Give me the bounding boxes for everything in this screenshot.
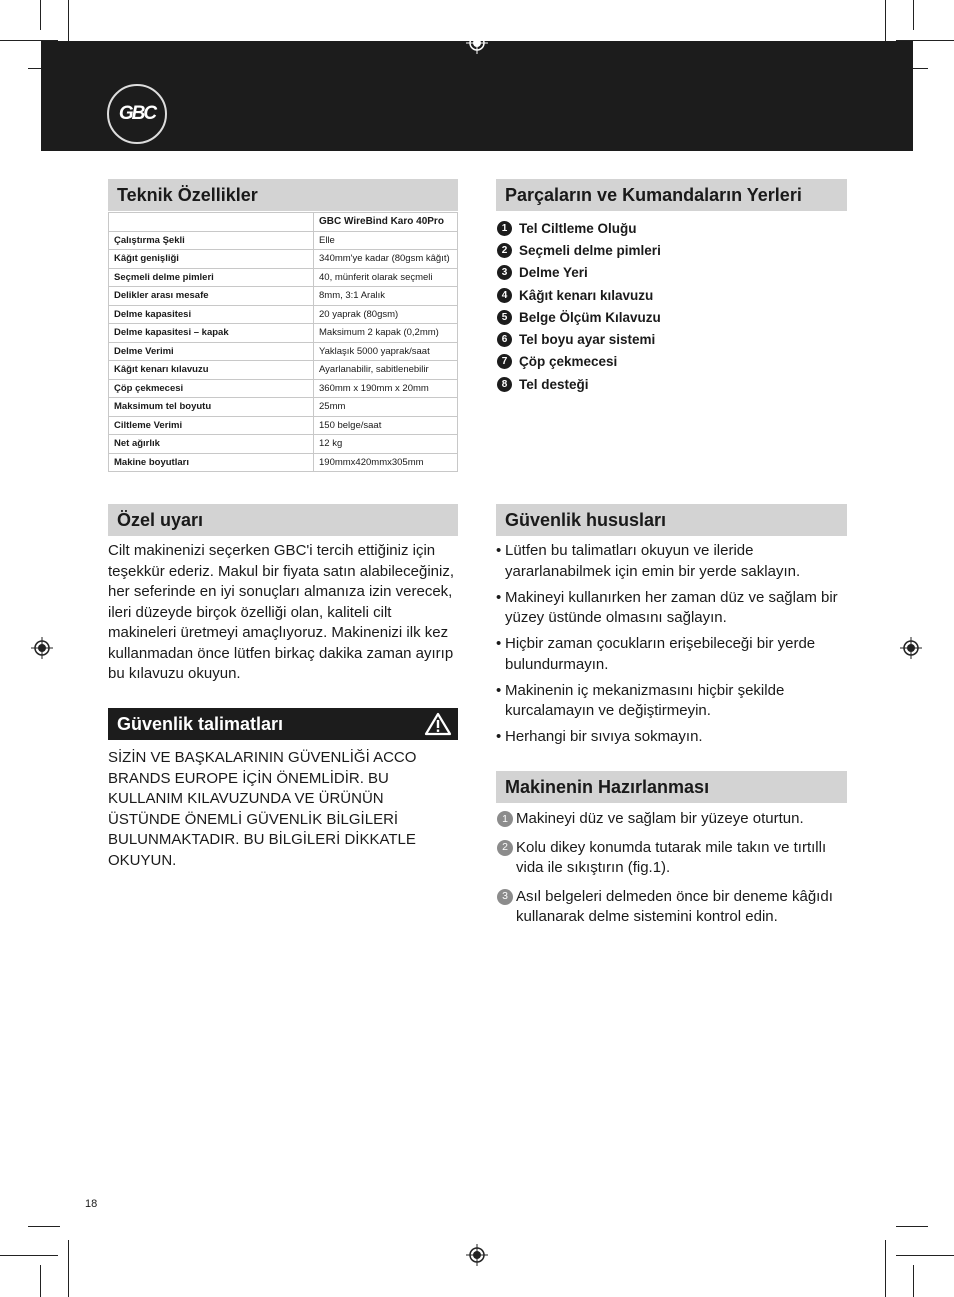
crop-mark bbox=[896, 1255, 954, 1256]
list-item bbox=[497, 809, 849, 830]
special-warning-title: Özel uyarı bbox=[108, 504, 458, 536]
list-item: • Makinenin iç mekanizmasını hiçbir şekilde kurcalamayın ve değiştirmeyin. bbox=[496, 681, 846, 722]
step-text: Makineyi düz ve sağlam bir yüzeye oturtun. bbox=[516, 810, 804, 827]
part-number-badge: 3 bbox=[497, 265, 512, 280]
table-row bbox=[109, 453, 458, 472]
part-label: Kâğıt kenarı kılavuzu bbox=[519, 287, 654, 303]
table-row bbox=[109, 398, 458, 417]
registration-mark-icon bbox=[466, 1244, 488, 1266]
special-warning-text: Cilt makinenizi seçerken GBC'i tercih ettiğiniz için teşekkür ederiz. Makul bir fiyata satın alabileceğiniz, her seferinde en iyi sonuçları almanıza izin verecek, ileri düzeyde birçok özelliği olan, kaliteli cilt makineleri üretmeyi amaçlıyoruz. Makinenizi ilk kez kullanmadan önce lütfen birkaç dakika zaman ayırıp bu kılavuzu okuyun. bbox=[108, 542, 454, 682]
part-number-badge: 8 bbox=[497, 377, 512, 392]
spec-label: Ciltleme Verimi bbox=[109, 416, 314, 435]
spec-value: Ayarlanabilir, sabitlenebilir bbox=[314, 361, 458, 380]
table-row bbox=[109, 435, 458, 454]
list-item: • Lütfen bu talimatları okuyun ve ileride yararlanabilmek için emin bir yerde saklayın. bbox=[496, 541, 846, 582]
part-number-badge: 7 bbox=[497, 354, 512, 369]
list-item: • Herhangi bir sıvıya sokmayın. bbox=[496, 727, 846, 748]
part-label: Belge Ölçüm Kılavuzu bbox=[519, 309, 661, 325]
spec-label: Makine boyutları bbox=[109, 453, 314, 472]
spec-label: Kâğıt kenarı kılavuzu bbox=[109, 361, 314, 380]
table-column-header: GBC WireBind Karo 40Pro bbox=[314, 213, 458, 232]
list-item bbox=[497, 306, 661, 328]
step-text: Kolu dikey konumda tutarak mile takın ve tırtıllı vida ile sıkıştırın (fig.1). bbox=[516, 838, 827, 876]
crop-mark bbox=[896, 1226, 928, 1227]
step-text: Asıl belgeleri delmeden önce bir deneme kâğıdı kullanarak delme sistemini kontrol edin. bbox=[516, 887, 833, 925]
list-item bbox=[497, 239, 661, 261]
crop-mark bbox=[0, 1255, 58, 1256]
part-number-badge: 1 bbox=[497, 221, 512, 236]
warning-triangle-icon bbox=[424, 712, 452, 736]
table-row bbox=[109, 250, 458, 269]
table-header-row bbox=[109, 213, 458, 232]
part-label: Çöp çekmecesi bbox=[519, 354, 618, 370]
setup-title: Makinenin Hazırlanması bbox=[496, 771, 847, 803]
table-row bbox=[109, 268, 458, 287]
spec-value: 8mm, 3:1 Aralık bbox=[314, 287, 458, 306]
table-row bbox=[109, 361, 458, 380]
spec-label: Kâğıt genişliği bbox=[109, 250, 314, 269]
part-number-badge: 6 bbox=[497, 332, 512, 347]
list-item bbox=[497, 328, 661, 350]
crop-mark bbox=[68, 1240, 69, 1297]
registration-mark-icon bbox=[466, 32, 488, 54]
spec-value: 360mm x 190mm x 20mm bbox=[314, 379, 458, 398]
registration-mark-icon bbox=[900, 637, 922, 659]
list-item bbox=[497, 373, 661, 395]
header-bar bbox=[41, 41, 913, 151]
list-item bbox=[497, 262, 661, 284]
step-number-badge: 1 bbox=[497, 811, 513, 827]
spec-value: 150 belge/saat bbox=[314, 416, 458, 435]
list-item: • Makineyi kullanırken her zaman düz ve sağlam bir yüzey üstünde olmasını sağlayın. bbox=[496, 588, 846, 629]
specs-title: Teknik Özellikler bbox=[108, 179, 458, 211]
list-item bbox=[497, 887, 849, 928]
parts-title: Parçaların ve Kumandaların Yerleri bbox=[496, 179, 847, 211]
spec-value: 20 yaprak (80gsm) bbox=[314, 305, 458, 324]
list-item bbox=[497, 217, 661, 239]
spec-value: 12 kg bbox=[314, 435, 458, 454]
part-number-badge: 5 bbox=[497, 310, 512, 325]
setup-steps-list bbox=[497, 809, 849, 936]
spec-value: 340mm'ye kadar (80gsm kâğıt) bbox=[314, 250, 458, 269]
crop-mark bbox=[40, 0, 41, 30]
list-item bbox=[497, 838, 849, 879]
spec-value: 40, münferit olarak seçmeli bbox=[314, 268, 458, 287]
list-item: • Hiçbir zaman çocukların erişebileceği bir yerde bulundurmayın. bbox=[496, 634, 846, 675]
spec-value: 25mm bbox=[314, 398, 458, 417]
table-row bbox=[109, 379, 458, 398]
table-row bbox=[109, 416, 458, 435]
part-label: Tel Ciltleme Oluğu bbox=[519, 220, 637, 236]
crop-mark bbox=[913, 1265, 914, 1297]
list-item bbox=[497, 351, 661, 373]
safety-instructions-header bbox=[108, 708, 458, 740]
step-number-badge: 2 bbox=[497, 840, 513, 856]
spec-label: Seçmeli delme pimleri bbox=[109, 268, 314, 287]
registration-mark-icon bbox=[31, 637, 53, 659]
part-label: Tel boyu ayar sistemi bbox=[519, 332, 656, 348]
part-label: Seçmeli delme pimleri bbox=[519, 242, 661, 258]
table-row bbox=[109, 305, 458, 324]
crop-mark bbox=[40, 1265, 41, 1297]
crop-mark bbox=[885, 1240, 886, 1297]
spec-value: Yaklaşık 5000 yaprak/saat bbox=[314, 342, 458, 361]
table-row bbox=[109, 342, 458, 361]
table-row bbox=[109, 324, 458, 343]
table-cell bbox=[109, 213, 314, 232]
safety-notes-list bbox=[496, 541, 846, 753]
step-number-badge: 3 bbox=[497, 889, 513, 905]
parts-list bbox=[497, 217, 661, 395]
spec-value: Maksimum 2 kapak (0,2mm) bbox=[314, 324, 458, 343]
specs-table bbox=[108, 212, 458, 472]
safety-notes-title: Güvenlik hususları bbox=[496, 504, 847, 536]
spec-label: Maksimum tel boyutu bbox=[109, 398, 314, 417]
safety-instructions-text: SİZİN VE BAŞKALARININ GÜVENLİĞİ ACCO BRANDS EUROPE İÇİN ÖNEMLİDİR. BU KULLANIM KILAVUZUNDA VE ÜRÜNÜN ÜSTÜNDE ÖNEMLİ GÜVENLİK BİLGİLERİ BULUNMAKTADIR. BU BİLGİLERİ DİKKATLE OKUYUN. bbox=[108, 749, 417, 869]
spec-label: Delme Verimi bbox=[109, 342, 314, 361]
part-label: Tel desteği bbox=[519, 376, 589, 392]
spec-label: Net ağırlık bbox=[109, 435, 314, 454]
spec-label: Delme kapasitesi bbox=[109, 305, 314, 324]
safety-instructions-title: Güvenlik talimatları bbox=[117, 713, 284, 734]
spec-label: Çöp çekmecesi bbox=[109, 379, 314, 398]
part-label: Delme Yeri bbox=[519, 265, 588, 281]
spec-value: 190mmx420mmx305mm bbox=[314, 453, 458, 472]
gbc-logo: GBC bbox=[107, 84, 167, 144]
part-number-badge: 2 bbox=[497, 243, 512, 258]
spec-label: Çalıştırma Şekli bbox=[109, 231, 314, 250]
crop-mark bbox=[913, 0, 914, 30]
part-number-badge: 4 bbox=[497, 288, 512, 303]
spec-label: Delme kapasitesi – kapak bbox=[109, 324, 314, 343]
table-row bbox=[109, 231, 458, 250]
crop-mark bbox=[28, 1226, 60, 1227]
page-number: 18 bbox=[85, 1198, 98, 1210]
table-row bbox=[109, 287, 458, 306]
list-item bbox=[497, 284, 661, 306]
spec-value: Elle bbox=[314, 231, 458, 250]
spec-label: Delikler arası mesafe bbox=[109, 287, 314, 306]
